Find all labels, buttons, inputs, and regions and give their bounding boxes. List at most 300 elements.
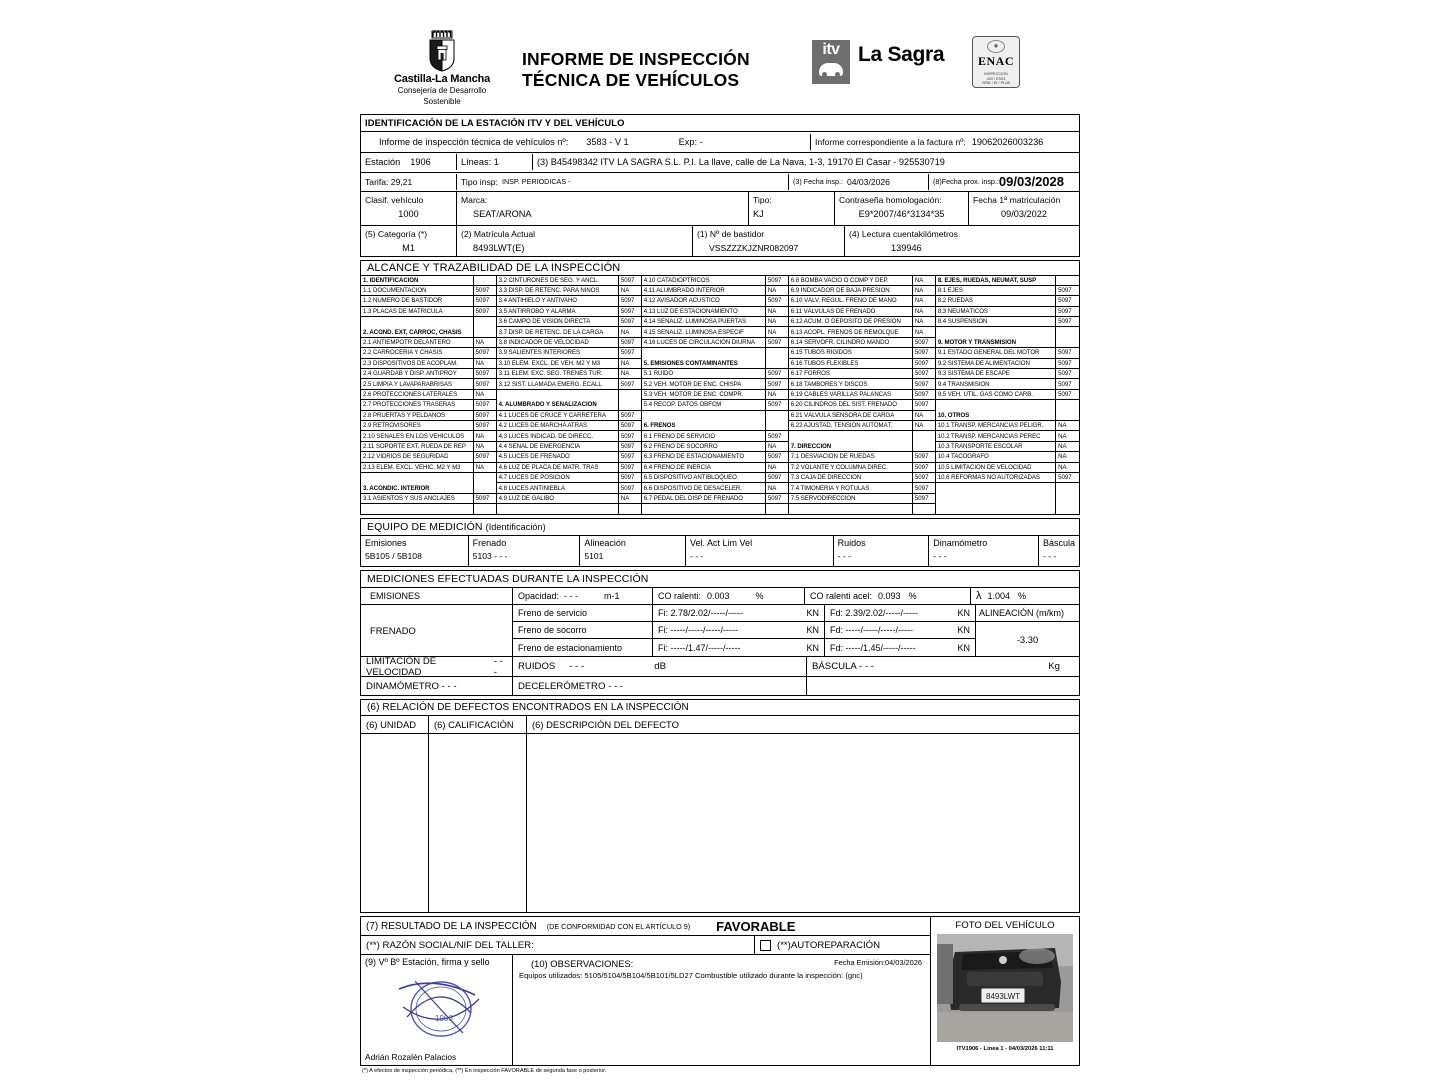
scope-item-code: NA: [767, 484, 777, 492]
scope-item-label: [497, 338, 619, 348]
scope-item-label: [361, 400, 474, 410]
shield-icon: [382, 30, 502, 72]
lambda-label: λ: [976, 590, 982, 603]
scope-item-value: [474, 463, 497, 473]
scope-label-column-2: [497, 276, 619, 515]
scope-item-label: [361, 494, 474, 504]
scope-item-label: [642, 494, 766, 504]
scope-item-label: [361, 296, 474, 306]
scope-item-text: 6.13 ACOPL. FRENOS DE REMOLQUE: [790, 328, 899, 336]
scope-item-text: 3.9 SALIENTES INTERIORES: [498, 349, 581, 357]
scope-item-text: 5.2 VEH. MOTOR DE ENC. CHISPA: [643, 380, 742, 388]
scope-item-value: [913, 307, 936, 317]
fecha-prox-value: 09/03/2028: [998, 173, 1064, 189]
station-row: [361, 153, 1079, 173]
scope-item-text: 7.3 CAJA DE DIRECCIÓN: [790, 474, 862, 482]
scope-item-code: 5097: [1058, 297, 1072, 305]
scope-item-code: NA: [914, 297, 924, 305]
scope-item-code: 5097: [620, 318, 635, 326]
scope-item-value: [619, 359, 642, 369]
scope-item-code: 5097: [620, 349, 635, 357]
scope-item-code: NA: [914, 276, 924, 284]
workshop-row: [361, 936, 930, 955]
scope-item-text: 1.1 DOCUMENTACIÓN: [363, 287, 427, 295]
scope-item-text: 3.10 ELEM. EXCL. DE VEH. M2 Y M3: [498, 359, 601, 367]
scope-item-label: [642, 452, 766, 462]
scope-item-label: [789, 442, 913, 452]
limits-filler: [807, 677, 1079, 695]
scope-item-code: NA: [475, 442, 485, 450]
brake-fd-cell: [825, 622, 975, 638]
scope-item-value: [766, 307, 789, 317]
equipment-cell: [929, 536, 1039, 566]
scope-item-text: 5. EMISIONES CONTAMINANTES: [643, 359, 738, 367]
scope-item-value: [619, 286, 642, 296]
scope-item-label: [361, 411, 474, 421]
scope-item-value: [474, 494, 497, 504]
scope-item-code: NA: [767, 307, 777, 315]
scope-item-value: [766, 286, 789, 296]
scope-item-code: NA: [767, 463, 777, 471]
scope-item-label: [497, 359, 619, 369]
autoreparacion-checkbox[interactable]: [760, 940, 771, 951]
scope-item-code: 5097: [475, 307, 490, 315]
scope-item-code: 5097: [475, 422, 490, 430]
scope-item-value: [766, 431, 789, 441]
scope-item-code: 5097: [620, 339, 635, 347]
scope-item-code: NA: [767, 442, 777, 450]
scope-item-code: NA: [1058, 463, 1067, 471]
alignment-block: [975, 605, 1079, 656]
equipment-value: - - -: [837, 551, 851, 562]
itv-badge-icon: [812, 40, 850, 84]
scope-item-label: [497, 307, 619, 317]
scope-item-text: 6.21 VÁLVULA SENSORA DE CARGA: [790, 411, 895, 419]
station-label: Estación: [365, 157, 401, 167]
scope-item-value: [913, 286, 936, 296]
scope-item-text: 6.9 INDICADOR DE BAJA PRESIÓN: [790, 287, 890, 295]
scope-item-value: [1056, 327, 1079, 337]
scope-item-text: 4.14 SEÑALIZ. LUMINOSA PUERTAS: [643, 318, 746, 326]
enac-accreditation-logo: [972, 36, 1020, 88]
scope-item-value: [474, 276, 497, 286]
scope-item-label: [936, 473, 1056, 483]
autoreparacion-cell[interactable]: [755, 940, 930, 951]
scope-item-value: [913, 463, 936, 473]
scope-item-label: [497, 504, 619, 514]
enac-word: ENAC: [977, 54, 1014, 68]
scope-item-label: [642, 442, 766, 452]
official-stamp: [393, 973, 489, 1041]
scope-item-code: 5097: [620, 474, 635, 482]
scope-item-value: [913, 348, 936, 358]
scope-item-text: 10.2 TRANSP. MERCANCIAS PEREC: [937, 432, 1041, 440]
scope-item-code: 5097: [914, 494, 929, 502]
limits-row: [361, 657, 1079, 676]
org-subtitle-2: Sostenible: [423, 96, 461, 106]
scope-item-code: 5097: [475, 287, 490, 295]
clasif-value: 1000: [398, 208, 419, 219]
opacidad-value: - - -: [564, 591, 579, 602]
defects-cell-calificacion[interactable]: [429, 734, 527, 912]
scope-item-label: [497, 463, 619, 473]
scope-item-text: 9.3 SISTEMA DE ESCAPE: [937, 370, 1010, 378]
scope-item-label: [789, 463, 913, 473]
scope-item-code: 5097: [767, 276, 782, 284]
brake-type-label: Freno de socorro: [513, 622, 653, 638]
tipo-value: KJ: [753, 208, 764, 219]
scope-item-text: 3.6 CAMPO DE VISIÓN DIRECTA: [498, 318, 591, 326]
scope-item-code: 5097: [475, 370, 490, 378]
defects-header-row: [361, 716, 1079, 734]
scope-item-label: [642, 473, 766, 483]
scope-item-label: [642, 379, 766, 389]
scope-item-value: [1056, 421, 1079, 431]
scope-item-text: 9.2 SISTEMA DE ALIMENTACIÓN: [937, 359, 1030, 367]
brake-fd-value: Fd: -----/-----/-----/-----: [830, 625, 913, 636]
scope-item-value: [619, 307, 642, 317]
scope-item-code: 5097: [620, 380, 635, 388]
scope-item-label: [361, 390, 474, 400]
equipment-cell: [686, 536, 834, 566]
scope-item-label: [789, 411, 913, 421]
scope-item-value: [474, 400, 497, 410]
scope-item-value: [913, 276, 936, 286]
tipo-insp-value: INSP. PERIODICAS -: [501, 176, 571, 186]
brake-fi-value: Fi: -----/-----/-----/-----: [658, 625, 738, 636]
defects-cell-unidad[interactable]: [361, 734, 429, 912]
ruidos-label: RUIDOS: [518, 661, 556, 673]
scope-item-label: [789, 348, 913, 358]
co-acel-unit: %: [908, 591, 917, 602]
scope-item-text: 6.3 FRENO DE ESTACIONAMIENTO: [643, 453, 745, 461]
result-value: FAVORABLE: [716, 918, 796, 934]
scope-item-text: 6.19 CABLES VARILLAS PALANCAS: [790, 390, 892, 398]
scope-item-code: 5097: [620, 276, 635, 284]
equipment-label: Alineación: [584, 538, 626, 549]
scope-item-code: 5097: [767, 297, 782, 305]
scope-item-text: 6.6 DISPOSITIVO DE DESACELER.: [643, 484, 742, 492]
alineacion-value: -3.30: [1016, 633, 1039, 645]
scope-item-value: [1056, 369, 1079, 379]
defects-col-calificacion: (6) CALIFICACIÓN: [429, 716, 527, 733]
scope-item-code: NA: [914, 307, 924, 315]
scope-item-value: [1056, 494, 1079, 504]
scope-item-label: [642, 431, 766, 441]
document-header: [360, 22, 1080, 114]
scope-item-text: 10.5 LIMITACIÓN DE VELOCIDAD: [937, 463, 1032, 471]
alineacion-label: ALINEACIÓN (m/km): [976, 605, 1079, 622]
scope-item-code: 5097: [620, 463, 635, 471]
scope-item-text: 2. ACOND. EXT, CARROC, CHASIS: [363, 328, 462, 336]
equipment-label: Báscula: [1042, 538, 1075, 549]
scope-item-value: [913, 504, 936, 514]
scope-item-code: 5097: [767, 401, 782, 409]
scope-item-value: [766, 400, 789, 410]
scope-item-code: 5097: [1058, 307, 1072, 315]
scope-item-value: [913, 431, 936, 441]
scope-item-value: [913, 296, 936, 306]
measurements-section: [360, 570, 1080, 696]
vehicle-photo-column: [931, 917, 1079, 1065]
scope-item-code: 5097: [914, 349, 929, 357]
title-line-1: INFORME DE INSPECCIÓN: [522, 49, 750, 69]
scope-item-code: NA: [914, 318, 924, 326]
scope-item-value: [1056, 307, 1079, 317]
scope-label-column-3: [642, 276, 766, 515]
scope-item-label: [789, 390, 913, 400]
scope-item-code: 5097: [620, 442, 635, 450]
defects-body[interactable]: [361, 734, 1079, 912]
scope-item-text: 6.2 FRENO DE SOCORRO: [643, 442, 718, 450]
svg-text:8493LWT: 8493LWT: [986, 992, 1021, 1002]
scope-item-code: 5097: [767, 380, 782, 388]
defects-col-descripcion: (6) DESCRIPCIÓN DEL DEFECTO: [532, 719, 679, 731]
scope-item-text: 10. OTROS: [937, 411, 970, 419]
scope-item-value: [619, 411, 642, 421]
co-ralenti-label: CO ralenti:: [658, 591, 702, 602]
scope-item-text: 7.1 DESVIACIÓN DE RUEDAS: [790, 453, 875, 461]
fecha-emision: Fecha Emisión:04/03/2026: [834, 958, 922, 968]
scope-item-value: [766, 483, 789, 493]
scope-item-text: 8. EJES, RUEDAS, NEUMAT, SUSP: [937, 276, 1037, 284]
scope-item-label: [361, 473, 474, 483]
scope-item-label: [936, 327, 1056, 337]
scope-item-value: [913, 400, 936, 410]
scope-item-text: 6.8 BOMBA VACIO O COMP Y DEP.: [790, 276, 889, 284]
defects-cell-descripcion[interactable]: [527, 734, 1079, 912]
scope-item-label: [936, 411, 1056, 421]
scope-item-label: [789, 504, 913, 514]
scope-item-value: [619, 463, 642, 473]
scope-item-value: [1056, 348, 1079, 358]
scope-item-value: [619, 494, 642, 504]
scope-item-label: [497, 276, 619, 286]
scope-item-value: [1056, 338, 1079, 348]
cuentakm-label: (4) Lectura cuentakilómetros: [849, 228, 958, 239]
defects-section: [360, 699, 1080, 913]
decelerometro-label: DECELERÓMETRO - - -: [513, 677, 807, 695]
scope-item-value: [766, 411, 789, 421]
scope-item-value: [619, 296, 642, 306]
page-title: [522, 49, 812, 91]
scope-item-code: 5097: [767, 494, 782, 502]
scope-item-value: [474, 421, 497, 431]
scope-value-column-1: [474, 276, 497, 515]
scope-item-label: [789, 494, 913, 504]
scope-item-code: 5097: [914, 463, 929, 471]
scope-label-column-1: [361, 276, 474, 515]
scope-item-text: 3. ACONDIC. INTERIOR: [363, 484, 430, 492]
scope-item-code: 5097: [475, 349, 490, 357]
scope-item-value: [1056, 286, 1079, 296]
scope-item-label: [642, 400, 766, 410]
scope-item-value: [619, 276, 642, 286]
scope-item-label: [642, 307, 766, 317]
brake-type-label: Freno de servicio: [513, 605, 653, 621]
report-number-row: [361, 132, 1079, 153]
scope-item-label: [361, 369, 474, 379]
contrasena-value: E9*2007/46*3134*35: [858, 208, 945, 219]
taller-label: (**) RAZÓN SOCIAL/NIF DEL TALLER:: [361, 936, 755, 954]
scope-item-text: 4.16 LUCES DE CIRCULACIÓN DIURNA: [643, 339, 755, 347]
vehicle-row-1: [361, 192, 1079, 226]
brake-measure-row: [513, 622, 975, 639]
scope-item-label: [497, 473, 619, 483]
scope-item-text: 2.12 VIDRIOS DE SEGURIDAD: [363, 453, 449, 461]
scope-item-code: 5097: [475, 453, 490, 461]
scope-item-text: 6.4 FRENO DE INERCIA: [643, 463, 711, 471]
scope-item-code: 5097: [914, 390, 929, 398]
scope-item-code: 5097: [620, 484, 635, 492]
ruidos-unit: dB: [654, 661, 666, 673]
scope-item-code: NA: [620, 287, 630, 295]
scope-item-value: [1056, 411, 1079, 421]
scope-item-label: [361, 276, 474, 286]
scope-item-text: 2.1 ANTIEMPOTR DELANTERO: [363, 339, 451, 347]
scope-item-text: 4.12 AVISADOR ACUSTICO: [643, 297, 720, 305]
itv-la-sagra-logo: [812, 40, 944, 84]
car-icon: [819, 63, 843, 76]
scope-item-code: 5097: [475, 297, 490, 305]
opacidad-unit: m-1: [604, 591, 620, 602]
scope-item-code: 5097: [1058, 349, 1072, 357]
scope-item-label: [936, 307, 1056, 317]
scope-item-label: [936, 504, 1056, 514]
scope-item-value: [619, 452, 642, 462]
scope-item-value: [474, 442, 497, 452]
scope-item-code: NA: [1058, 422, 1067, 430]
scope-item-value: [913, 317, 936, 327]
equipo-title-sub: (Identificación): [485, 522, 546, 533]
scope-item-text: 7.4 TIMONERÍA Y RÓTULAS: [790, 484, 870, 492]
scope-item-value: [913, 379, 936, 389]
scope-item-value: [1056, 379, 1079, 389]
report-label: Informe de inspección técnica de vehículos nº:: [379, 136, 569, 147]
scope-item-label: [497, 452, 619, 462]
scope-item-label: [936, 338, 1056, 348]
brake-fd-cell: [825, 639, 975, 656]
identification-section: [360, 114, 1080, 257]
observations-column: [513, 955, 930, 1065]
scope-item-label: [361, 327, 474, 337]
scope-item-code: 5097: [620, 297, 635, 305]
document-footnote: (*) A efectos de inspección periódica, (**) En inspección FAVORABLE de segunda fase o posterior.: [362, 1068, 607, 1075]
equipment-cell: [361, 536, 469, 566]
scope-item-code: 5097: [475, 401, 490, 409]
scope-item-value: [1056, 483, 1079, 493]
scope-item-value: [474, 379, 497, 389]
scope-item-code: 5097: [475, 380, 490, 388]
scope-item-text: 3.3 DISP. DE RETENC. PARA NIÑOS: [498, 287, 600, 295]
scope-item-label: [642, 296, 766, 306]
vehicle-row-2: [361, 226, 1079, 256]
scope-value-column-2: [619, 276, 642, 515]
brake-measure-row: [513, 605, 975, 622]
scope-item-label: [497, 421, 619, 431]
equipment-label: Vel. Act Lim Vel: [690, 538, 753, 549]
marca-label: Marca:: [461, 194, 488, 205]
lambda-cell: [971, 588, 1079, 604]
scope-item-label: [497, 317, 619, 327]
scope-item-label: [642, 359, 766, 369]
scope-item-code: NA: [620, 328, 630, 336]
scope-item-code: 5097: [1058, 380, 1072, 388]
co-ralenti-value: 0.003: [707, 591, 730, 602]
matricula-value: 8493LWT(E): [473, 242, 525, 253]
scope-item-value: [474, 504, 497, 514]
scope-item-label: [789, 483, 913, 493]
scope-item-value: [913, 483, 936, 493]
dinamometro-label: DINAMÓMETRO - - -: [361, 677, 513, 695]
scope-item-value: [1056, 296, 1079, 306]
observaciones-text: Equipos utilizados: 5105/5104/5B104/5B101/5LD27 Combustible utilizado durante la inspección: (gnc): [519, 971, 863, 981]
matricula-label: (2) Matrícula Actual: [461, 228, 536, 239]
equipment-value: - - -: [933, 551, 947, 562]
scope-item-code: NA: [914, 422, 924, 430]
tipo-label: Tipo:: [753, 194, 772, 205]
equipo-title-main: EQUIPO DE MEDICIÓN: [367, 521, 483, 534]
scope-item-text: 10.3 TRANSPORTE ESCOLAR: [937, 442, 1023, 450]
lambda-value: 1.004: [987, 591, 1011, 602]
scope-item-text: 6.18 TAMBORES Y DISCOS: [790, 380, 868, 388]
scope-item-value: [619, 348, 642, 358]
scope-item-value: [766, 369, 789, 379]
limitacion-value: - - -: [493, 655, 503, 678]
limitacion-cell: [361, 657, 513, 676]
brake-fi-value: Fi: -----/1.47/-----/-----: [658, 642, 741, 653]
enac-accreditation-lines: INSPECCION 400 / ES03 Nº84 / EI / PI-08: [982, 72, 1010, 86]
bascula-cell: [807, 657, 1079, 676]
scope-item-value: [474, 296, 497, 306]
report-number: 3583 - V 1: [586, 136, 629, 147]
scope-item-text: 8.1 EJES: [937, 287, 963, 295]
scope-item-code: NA: [767, 328, 777, 336]
result-sublabel: (DE CONFORMIDAD CON EL ARTÍCULO 9): [546, 921, 691, 931]
scope-item-code: NA: [620, 494, 630, 502]
scope-item-code: NA: [914, 287, 924, 295]
autoreparacion-label: (**)AUTOREPARACIÓN: [777, 939, 881, 951]
scope-item-value: [474, 307, 497, 317]
scope-label-column-5: [936, 276, 1056, 515]
equipment-cell: [580, 536, 686, 566]
bastidor-value: VSSZZZKJZNR082097: [709, 242, 799, 253]
brake-fd-unit: KN: [957, 642, 970, 653]
equipment-value: - - -: [690, 551, 704, 562]
invoice-number: 19062026003236: [971, 136, 1044, 147]
scope-item-text: 1.2 NÚMERO DE BASTIDOR: [363, 297, 443, 305]
exp-label: Exp: -: [678, 136, 703, 147]
scope-item-text: 3.11 ELEM. EXC. SEG. TRENES TUR.: [498, 370, 603, 378]
scope-item-label: [642, 327, 766, 337]
fecha1mat-label: Fecha 1ª matriculación: [973, 194, 1061, 205]
scope-item-label: [789, 307, 913, 317]
co-acel-label: CO ralenti acel:: [810, 591, 873, 602]
scope-item-label: [497, 411, 619, 421]
scope-item-label: [936, 276, 1056, 286]
scope-item-value: [766, 327, 789, 337]
scope-item-value: [766, 359, 789, 369]
scope-item-text: 2.3 DISPOSITIVOS DE ACOPLAM.: [363, 359, 458, 367]
inspection-scope-grid: [361, 276, 1079, 515]
scope-item-code: 5097: [914, 339, 929, 347]
scope-item-code: NA: [1058, 432, 1067, 440]
scope-item-value: [766, 276, 789, 286]
scope-item-code: NA: [475, 463, 485, 471]
scope-item-text: 4.13 LUZ DE ESTACIONAMIENTO: [643, 307, 738, 315]
scope-item-code: NA: [767, 287, 777, 295]
scope-item-code: 5097: [914, 401, 929, 409]
